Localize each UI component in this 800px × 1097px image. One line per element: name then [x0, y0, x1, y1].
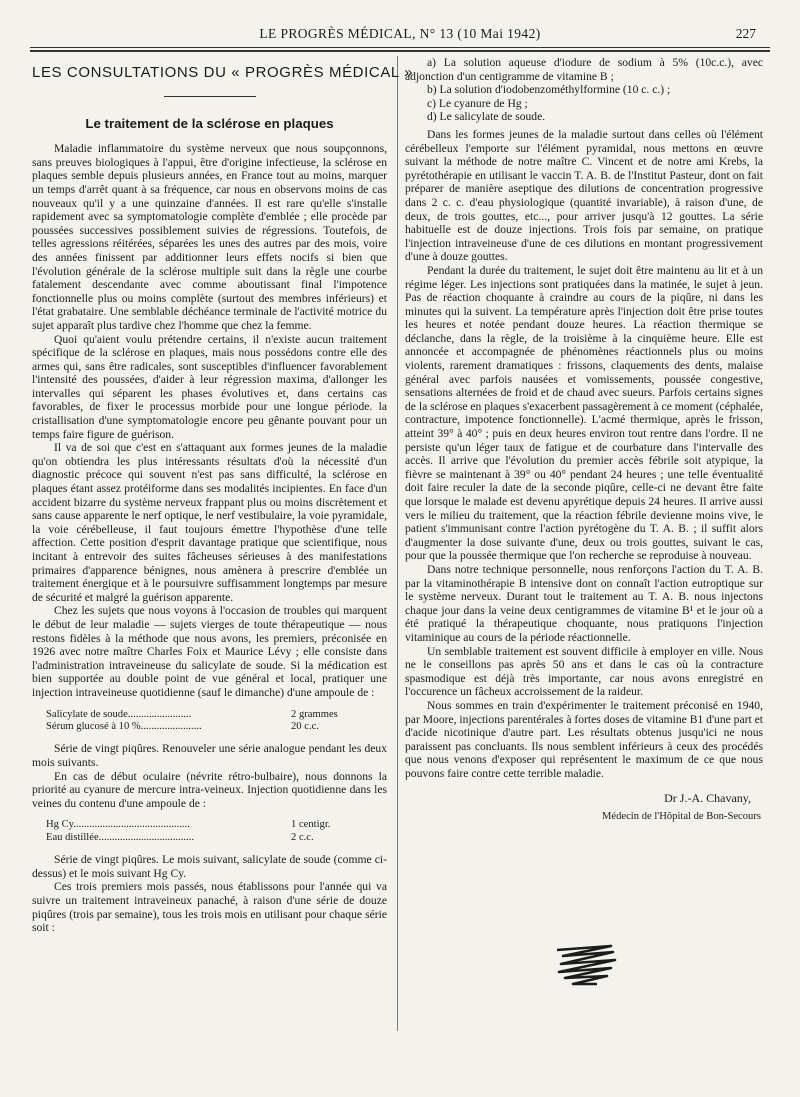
- header-rule: [30, 47, 770, 48]
- paragraph: Quoi qu'aient voulu prétendre certains, il n'existe aucun traitement spécifique de la sclérose en plaques, mais nous possédons contre elle des armes qui, sans être radicales, sont susceptibles d'influencer favorablement l'intensité des poussées, d'aider à leur régression maxima, d'allonger les intervalles qui séparent les phases évolutives et, dans certains cas favorables, de fixer le processus morbide pour une longue période. la cristallisation d'une symptomatologie encore peu gênante pouvant pour un temps faire figure de guérison.: [32, 332, 387, 441]
- paragraph: Pendant la durée du traitement, le sujet doit être maintenu au lit et à un régime léger. Les injections sont pratiquées dans la matinée, le sujet à jeun. Pas de réaction choquante à craindre au cours de la piqûre, ni dans les minutes qui la suivent. La température après l'injection doit être prise toutes les heures et notée pendant douze heures. La réaction thermique se déclanche, dans la règle, de la troisième à la cinquième heure. Elle est annoncée et accompagnée de phénomènes réactionnels plus ou moins violents, rarement dramatiques : frissons, claquements des dents, malaise général avec parfois nausées et vomissements, poussée congestive, sensations alternées de froid et de chaud avec sueurs. Parfois certains signes de la sclérose en plaques s'exacerbent passagèrement à ce moment (céphalée, contracture, impotence fonctionnelle). L'acmé thermique, après le frisson, atteint 39° à 40° ; puis en deux heures environ tout rentre dans l'ordre. Il ne persiste qu'un léger taux de fatigue et de courbature dans l'intervalle des accès. Il arrive que l'évolution du premier accès fébrile soit atypique, la fièvre se maintenant à 39° ou 40° pendant 24 heures ; une telle éventualité doit faire reculer la date de la seconde piqûre, celle-ci ne devant être faite que lorsque le malade est devenu apyrétique depuis 24 heures. Il arrive aussi vers le milieu du traitement, que la réaction fébrile devienne moins vive, le patient s'immunisant contre l'action pyrétogène du T. A. B. ; il suffit alors d'augmenter la dose suivante d'une, deux ou trois gouttes, suivant le cas, pour que la poussée thermique que l'on recherche se reproduise à nouveau.: [405, 263, 763, 563]
- list-item: a) La solution aqueuse d'iodure de sodium à 5% (10c.c.), avec adjonction d'un centigramme de vitamine B ;: [405, 56, 763, 83]
- paragraph: Ces trois premiers mois passés, nous établissons pour l'année qui va suivre un traitement intraveineux panaché, à raison d'une série de douze piqûres (trois par semaine), tous les trois mois en utilisant pour chaque série soit :: [32, 880, 387, 935]
- section-title: LES CONSULTATIONS DU « PROGRÈS MÉDICAL »: [32, 64, 414, 81]
- left-column: [32, 56, 414, 935]
- running-header: [30, 24, 770, 48]
- ingredient-name: Sérum glucosé à 10 %.......................: [46, 720, 202, 732]
- paragraph: Dans notre technique personnelle, nous renforçons l'action du T. A. B. par la vitaminothérapie B intensive dont on connaît l'action eutroptique sur le système nerveux. Durant tout le traitement au T. A. B. nous injectons chaque jour dans la veine deux centigrammes de vitamine B¹ et le jour où a été pratiqué la thérapeutique choquante, nous pratiquons l'injection vitaminique au cours de la période réactionnelle.: [405, 562, 763, 644]
- column-divider: [397, 56, 398, 1031]
- paragraph: Il va de soi que c'est en s'attaquant aux formes jeunes de la maladie qu'on obtiendra les plus intéressants résultats d'où la nécessité d'un diagnostic précoce qui souvent n'est pas sans difficulté, la sclérose en plaques étant assez protéiforme dans ses modalités incipientes. En face d'un accident bizarre du système nerveux frappant plus ou moins discrètement et sans cause apparente le nerf optique, le nerf vestibulaire, la voie pyramidale, la voie cérébelleuse, il faut toujours émettre l'hypothèse d'une telle affection. Cette position d'esprit davantage pratique que scientifique, nous incitant à entrevoir des suites fâcheuses sérieuses à des manifestations primaires d'apparence bénignes, nous amènera à prescrire d'emblée un traitement énergique et à le poursuivre suffisamment longtemps par mesure de sécurité et malgré la guérison apparente.: [32, 441, 387, 604]
- ingredient-quantity: 1 centigr.: [291, 819, 331, 831]
- prescription-line: [32, 832, 387, 844]
- page-number: 227: [735, 26, 756, 41]
- prescription-line: [32, 721, 387, 733]
- journal-header: LE PROGRÈS MÉDICAL, N° 13 (10 Mai 1942): [259, 26, 541, 41]
- prescription-salicylate: [32, 709, 387, 734]
- paragraph: Maladie inflammatoire du système nerveux que nous soupçonnons, sans preuves biologiques à l'appui, être d'origine infectieuse, la sclérose en plaques semble depuis plusieurs années, en France tout au moins, marquer un temps d'arrêt quant à sa fréquence, car nous en observons moins de cas nouveaux qu'il y a une quinzaine d'années. Il est rare qu'elle s'installe rapidement avec sa symptomatologie complète d'emblée ; elle procède par poussées successives possiblement suivies de régressions. Toutefois, de telles agressions réitérées, séparées les unes des autres par des mois, voire des années finissent par additionner leurs effets nocifs si bien que l'évolution générale de la sclérose multiple suit dans la règle une courbe fatalement descendante avec comme aboutissant final l'impotence fonctionnelle plus ou moins complète (surtout des membres inférieurs) et l'état grabataire. Une semblable déchéance terminale de l'activité motrice du sujet apparaît plus tardive chez l'homme que chez la femme.: [32, 142, 387, 332]
- paragraph: Chez les sujets que nous voyons à l'occasion de troubles qui marquent le début de leur maladie — sujets vierges de toute thérapeutique — nous restons fidèles à la méthode que nous avons, les premiers, préconisée en 1926 avec notre maître Charles Foix et Maurice Lévy ; elle consiste dans l'administration intraveineuse du salicylate de soude. Si la médication est bien supportée au double point de vue général et local, pratiquer une injection intraveineuse quotidienne (sauf le dimanche) d'une ampoule de :: [32, 604, 387, 699]
- right-column: [405, 56, 763, 824]
- paragraph: Nous sommes en train d'expérimenter le traitement préconisé en 1940, par Moore, injections parentérales à fortes doses de vitamine B1 d'une part et d'acide nicotinique d'autre part. Les résultats obtenus jusqu'ici ne nous paraissent pas concluants. Ils nous semblent inférieurs à ceux des procédés que nous venons d'exposer qui représentent le maximum de ce que nous pouvons faire contre cette terrible maladie.: [405, 698, 763, 780]
- list-item: b) La solution d'iodobenzométhylformine (10 c. c.) ;: [427, 83, 671, 97]
- ingredient-name: Eau distillée....................................: [46, 831, 195, 843]
- ingredient-quantity: 20 c.c.: [291, 720, 319, 732]
- paragraph: Série de vingt piqûres. Le mois suivant, salicylate de soude (comme ci-dessus) et le mois suivant Hg Cy.: [32, 853, 387, 880]
- prescription-line: [32, 819, 387, 831]
- paragraph: Série de vingt piqûres. Renouveler une série analogue pendant les deux mois suivants.: [32, 742, 387, 769]
- title-rule: [164, 96, 256, 97]
- end-ornament-icon: [553, 942, 619, 990]
- treatment-list: [405, 56, 763, 124]
- ingredient-name: Salicylate de soude........................: [46, 708, 192, 720]
- author-affiliation: Médecin de l'Hôpital de Bon-Secours: [601, 811, 761, 823]
- author-signature: Dr J.-A. Chavany,: [664, 791, 751, 806]
- paragraph: Dans les formes jeunes de la maladie surtout dans celles où l'élément cérébelleux l'emporte sur l'élément pyramidal, nous mettons en œuvre suivant la méthode de notre maître C. Vincent et de notre ami Krebs, la pyrétothérapie en utilisant le vaccin T. A. B. de l'Institut Pasteur, dont on fait préparer de manière aseptique des dilutions de concentration progressive dans 2 c. c. d'eau physiologique (quantité invariable), à raison d'une, de deux, de trois gouttes, etc..., pour arriver jusqu'à 12 gouttes. La série habituelle est de douze injections. Trois fois par semaine, on pratique l'injection intraveineuse d'une de ces dilutions en montant progressivement d'une à douze gouttes.: [405, 127, 763, 264]
- paragraph: En cas de début oculaire (névrite rétro-bulbaire), nous donnons la priorité au cyanure de mercure intra-veineux. Injection quotidienne dans les veines du contenu d'une ampoule de :: [32, 769, 387, 810]
- header-rule-double: [30, 50, 770, 52]
- list-item: c) Le cyanure de Hg ;: [427, 96, 528, 110]
- ingredient-quantity: 2 grammes: [291, 708, 338, 720]
- paragraph: Un semblable traitement est souvent difficile à employer en ville. Nous ne le conseillons pas après 50 ans et dans le cas où la contracture spasmodique est déjà très importante, car nous avons enregistré en l'occurence un fâcheux accroissement de la raideur.: [405, 644, 763, 699]
- article-title: Le traitement de la sclérose en plaques: [85, 115, 334, 131]
- prescription-mercury: [32, 819, 387, 844]
- ingredient-quantity: 2 c.c.: [291, 831, 314, 843]
- ingredient-name: Hg Cy............................................: [46, 819, 190, 831]
- list-item: d) Le salicylate de soude.: [427, 110, 546, 124]
- prescription-line: [32, 709, 387, 721]
